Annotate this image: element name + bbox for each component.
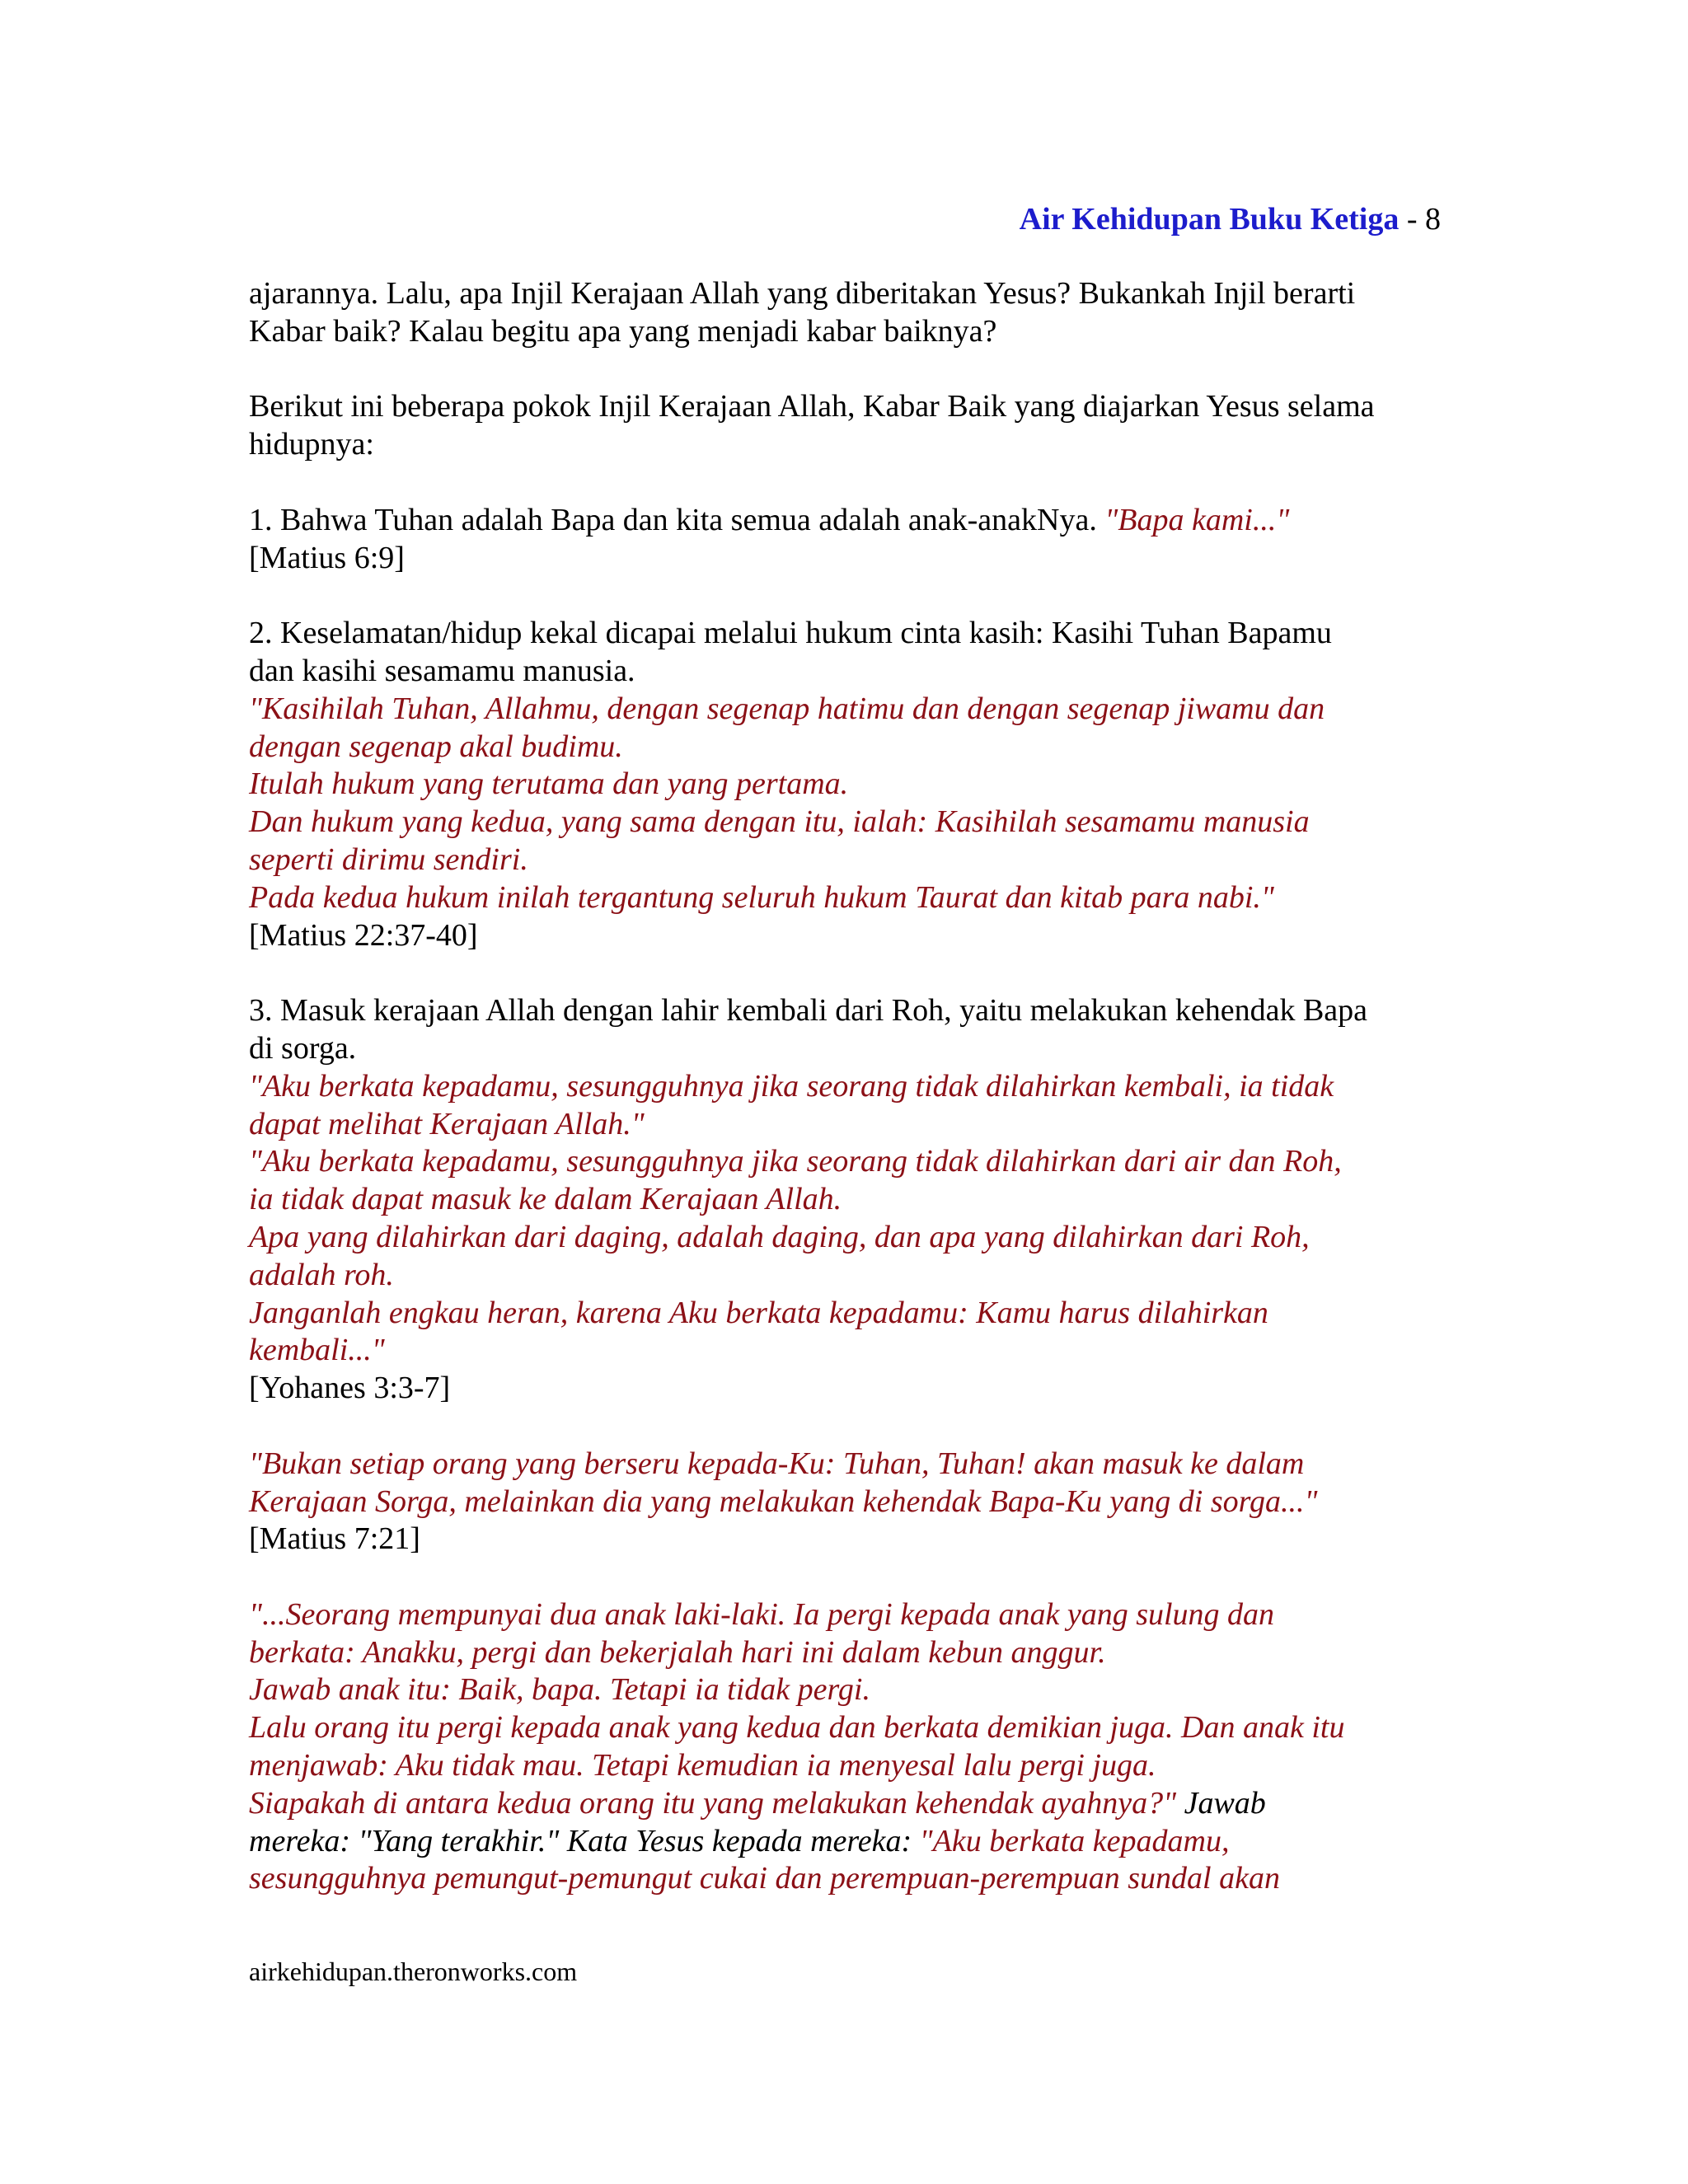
point-2-line: dan kasihi sesamamu manusia. bbox=[249, 653, 635, 688]
point-3-reference: [Yohanes 3:3-7] bbox=[249, 1371, 451, 1406]
lead-paragraph bbox=[249, 388, 1452, 464]
page-number: 8 bbox=[1425, 202, 1441, 237]
quote-reference: [Matius 7:21] bbox=[249, 1521, 420, 1557]
point-2-quote-line: Pada kedua hukum inilah tergantung seluruh hukum Taurat dan kitab para nabi." bbox=[249, 879, 1274, 915]
parable-narration-segment: Jawab bbox=[1176, 1785, 1266, 1821]
parable-line: Lalu orang itu pergi kepada anak yang kedua dan berkata demikian juga. Dan anak itu bbox=[249, 1710, 1345, 1746]
book-title: Air Kehidupan Buku Ketiga bbox=[1019, 202, 1400, 237]
intro-line: Kabar baik? Kalau begitu apa yang menjadi kabar baiknya? bbox=[249, 313, 997, 349]
point-1-quote: "Bapa kami..." bbox=[1104, 502, 1290, 537]
point-2 bbox=[249, 615, 1452, 954]
point-3-line: di sorga. bbox=[249, 1030, 357, 1066]
point-3-quote-line: kembali..." bbox=[249, 1333, 385, 1368]
point-3-quote-line: Apa yang dilahirkan dari daging, adalah daging, dan apa yang dilahirkan dari Roh, bbox=[249, 1219, 1310, 1254]
parable-line bbox=[249, 1823, 1452, 1861]
point-2-reference: [Matius 22:37-40] bbox=[249, 917, 478, 953]
page-header bbox=[1020, 196, 1441, 242]
point-2-quote-line: seperti dirimu sendiri. bbox=[249, 841, 528, 877]
parable-line: sesungguhnya pemungut-pemungut cukai dan perempuan-perempuan sundal akan bbox=[249, 1861, 1280, 1896]
point-2-quote-line: dengan segenap akal budimu. bbox=[249, 729, 623, 764]
point-3-quote-line: "Aku berkata kepadamu, sesungguhnya jika seorang tidak dilahirkan kembali, ia tidak bbox=[249, 1068, 1334, 1104]
quote-line: "Bukan setiap orang yang berseru kepada-Ku: Tuhan, Tuhan! akan masuk ke dalam bbox=[249, 1446, 1305, 1481]
point-3-quote-line: ia tidak dapat masuk ke dalam Kerajaan Allah. bbox=[249, 1182, 842, 1217]
parable-line: menjawab: Aku tidak mau. Tetapi kemudian ia menyesal lalu pergi juga. bbox=[249, 1748, 1156, 1783]
footer-url: airkehidupan.theronworks.com bbox=[249, 1957, 578, 1986]
point-2-quote-line: Itulah hukum yang terutama dan yang pertama. bbox=[249, 766, 849, 802]
parable-narration-segment: mereka: "Yang terakhir." Kata Yesus kepada mereka: bbox=[249, 1823, 920, 1858]
quote-parable bbox=[249, 1596, 1452, 1898]
point-3-quote-line: dapat melihat Kerajaan Allah." bbox=[249, 1106, 645, 1141]
parable-quote-segment: "Aku berkata kepadamu, bbox=[919, 1823, 1230, 1858]
header-separator: - bbox=[1399, 202, 1425, 237]
point-3-quote-line: Janganlah engkau heran, karena Aku berkata kepadamu: Kamu harus dilahirkan bbox=[249, 1295, 1268, 1330]
point-3-quote-line: adalah roh. bbox=[249, 1257, 394, 1292]
lead-line: Berikut ini beberapa pokok Injil Kerajaan Allah, Kabar Baik yang diajarkan Yesus selama bbox=[249, 389, 1375, 424]
parable-line: Jawab anak itu: Baik, bapa. Tetapi ia tidak pergi. bbox=[249, 1672, 870, 1708]
parable-quote-segment: Siapakah di antara kedua orang itu yang melakukan kehendak ayahnya?" bbox=[249, 1785, 1177, 1821]
lead-line: hidupnya: bbox=[249, 427, 374, 462]
parable-line: "...Seorang mempunyai dua anak laki-laki. Ia pergi kepada anak yang sulung dan bbox=[249, 1596, 1275, 1632]
intro-line: ajarannya. Lalu, apa Injil Kerajaan Allah yang diberitakan Yesus? Bukankah Injil berarti bbox=[249, 276, 1356, 311]
point-3-quote-line: "Aku berkata kepadamu, sesungguhnya jika seorang tidak dilahirkan dari air dan Roh, bbox=[249, 1144, 1342, 1179]
point-1-text: 1. Bahwa Tuhan adalah Bapa dan kita semua adalah anak-anakNya. bbox=[249, 502, 1105, 537]
point-2-quote-line: Dan hukum yang kedua, yang sama dengan itu, ialah: Kasihilah sesamamu manusia bbox=[249, 804, 1310, 840]
page-body bbox=[249, 275, 1452, 1898]
point-1-line bbox=[249, 502, 1452, 540]
point-3-line: 3. Masuk kerajaan Allah dengan lahir kembali dari Roh, yaitu melakukan kehendak Bapa bbox=[249, 993, 1368, 1029]
point-2-quote-line: "Kasihilah Tuhan, Allahmu, dengan segenap hatimu dan dengan segenap jiwamu dan bbox=[249, 691, 1325, 726]
point-1 bbox=[249, 502, 1452, 578]
intro-paragraph bbox=[249, 275, 1452, 351]
point-2-line: 2. Keselamatan/hidup kekal dicapai melalui hukum cinta kasih: Kasihi Tuhan Bapamu bbox=[249, 616, 1332, 651]
parable-line bbox=[249, 1785, 1452, 1823]
point-3 bbox=[249, 992, 1452, 1408]
quote-matius-7 bbox=[249, 1446, 1452, 1558]
point-1-reference: [Matius 6:9] bbox=[249, 540, 405, 575]
parable-line: berkata: Anakku, pergi dan bekerjalah hari ini dalam kebun anggur. bbox=[249, 1634, 1106, 1670]
quote-line: Kerajaan Sorga, melainkan dia yang melakukan kehendak Bapa-Ku yang di sorga..." bbox=[249, 1483, 1318, 1519]
